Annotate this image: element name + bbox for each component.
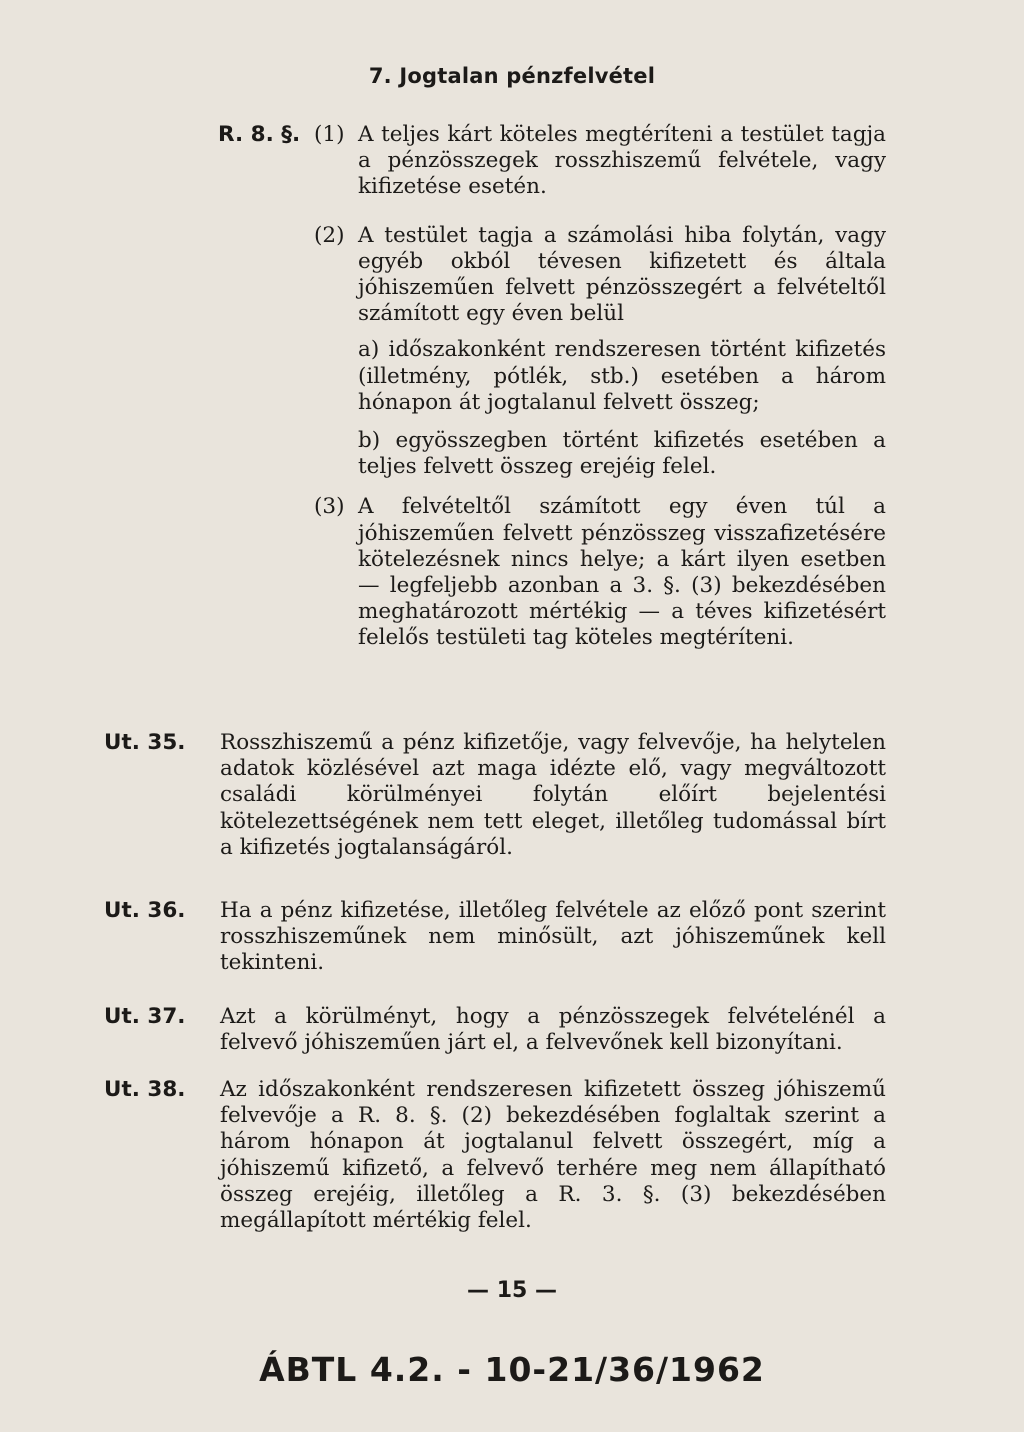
page-number: — 15 — [467,1278,557,1303]
ut-item-36 [104,898,886,977]
ut-label: Ut. 38. [104,1077,186,1102]
ut-label: Ut. 35. [104,730,186,755]
paragraph-text: A teljes kárt köteles megtéríteni a testület tagja a pénzösszegek rosszhiszemű felvétele, vagy kifizetése esetén. [358,122,886,200]
paragraph-number: (1) [314,122,345,147]
ut-text: Az időszakonként rendszeresen kifizetett összeg jóhiszemű felvevője a R. 8. §. (2) bekezdésében foglaltak szerint a három hónapon át jogtalanul felvett összegért, míg a jóhiszemű kifizető, a felvevő terhére meg nem állapítható összeg erejéig, illetőleg a R. 3. §. (3) bekezdésében megállapított mértékig felel. [220,1077,886,1234]
paragraph-number: (3) [314,494,345,520]
rule-section [218,122,886,652]
archive-stamp: ÁBTL 4.2. - 10-21/36/1962 [259,1350,765,1389]
ut-text: Rosszhiszemű a pénz kifizetője, vagy felvevője, ha helytelen adatok közlésével azt maga idézte elő, vagy megváltozott családi körülményei folytán előírt bejelentési kötelezettségének nem tett eleget, illetőleg tudomással bírt a kifizetés jogtalanságáról. [220,730,886,860]
sub-item-text: a) időszakonként rendszeresen történt kifizetés (illetmény, pótlék, stb.) esetében a három hónapon át jogtalanul felvett összeg; [358,337,886,415]
ut-text: Ha a pénz kifizetése, illetőleg felvétele az előző pont szerint rosszhiszeműnek nem minősült, azt jóhiszeműnek kell tekinteni. [220,898,886,976]
paragraph-1 [218,122,886,201]
ut-text: Azt a körülményt, hogy a pénzösszegek felvételénél a felvevő jóhiszeműen járt el, a felvevőnek kell bizonyítani. [220,1004,886,1056]
ut-label: Ut. 36. [104,898,186,923]
paragraph-3 [218,494,886,651]
sub-item-b [218,428,886,480]
section-heading: 7. Jogtalan pénzfelvétel [368,64,656,88]
paragraph-text: A felvételtől számított egy éven túl a jóhiszeműen felvett pénzösszeg visszafizetésére kötelezésnek nincs helye; a kárt ilyen esetben — legfeljebb azonban a 3. §. (3) bekezdésében meghatározott mértékig — a téves kifizetésért felelős testületi tag köteles megtéríteni. [358,494,886,651]
sub-item-a [218,337,886,416]
ut-item-38 [104,1077,886,1234]
paragraph-number: (2) [314,222,345,248]
paragraph-text: A testület tagja a számolási hiba folytán, vagy egyéb okból tévesen kifizetett és általa jóhiszeműen felvett pénzösszegért a felvételtől számított egy éven belül [358,222,886,327]
sub-item-text: b) egyösszegben történt kifizetés esetében a teljes felvett összeg erejéig felel. [358,428,886,480]
section-label: R. 8. §. [218,122,301,147]
ut-item-35 [104,730,886,861]
paragraph-2 [218,223,886,328]
ut-label: Ut. 37. [104,1004,186,1029]
ut-item-37 [104,1004,886,1056]
